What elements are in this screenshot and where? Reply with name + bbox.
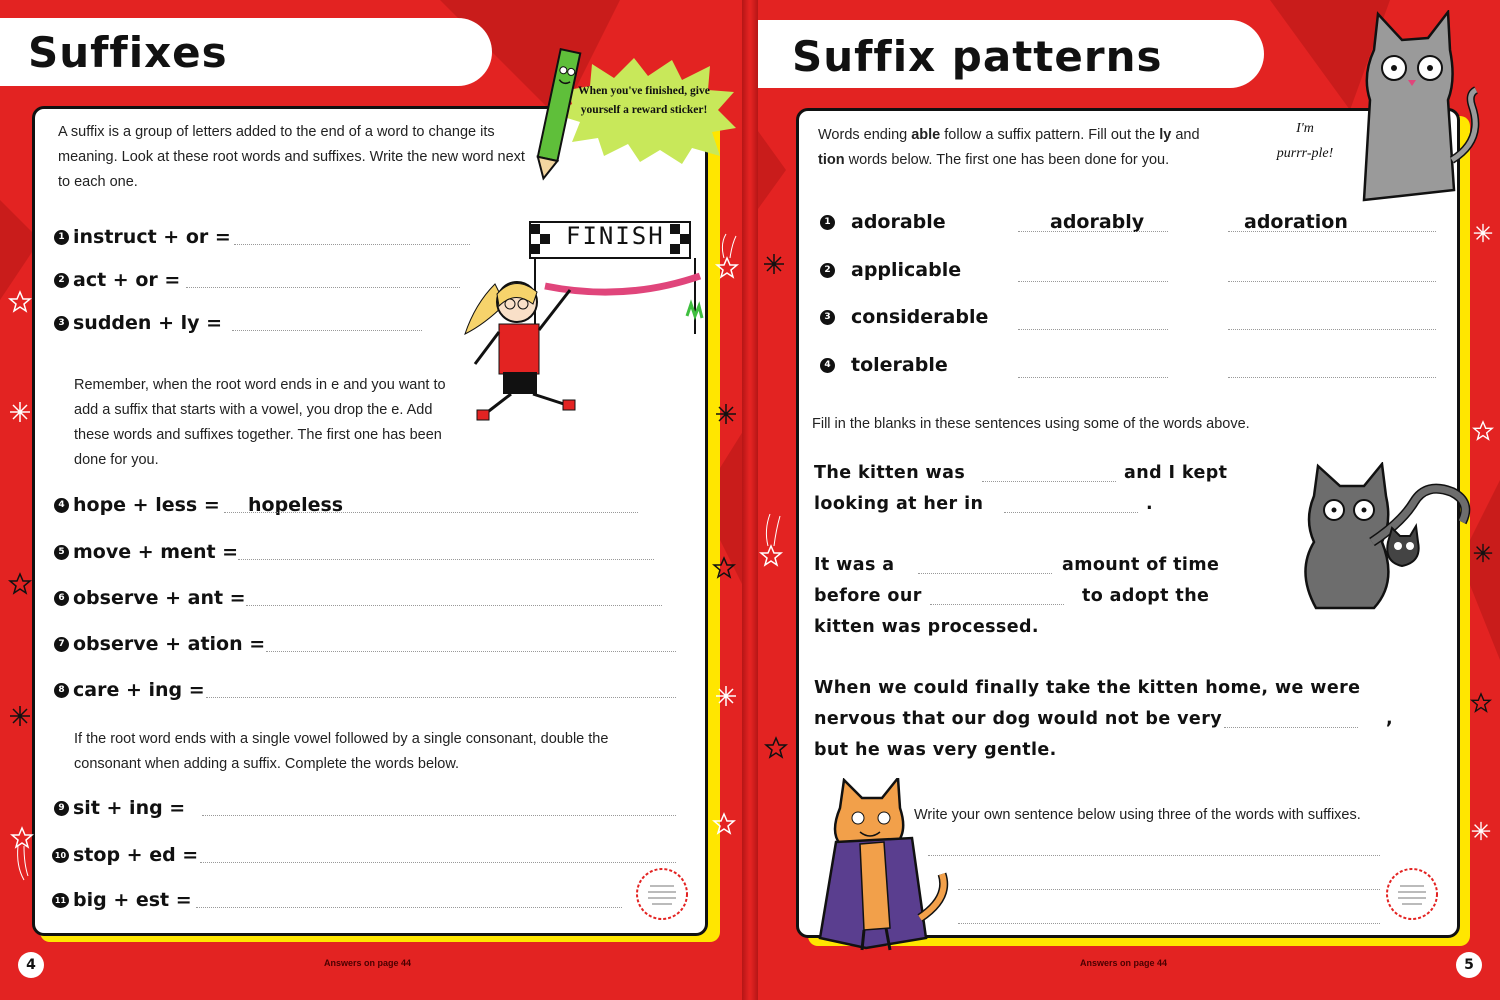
answer-line-7[interactable] — [266, 650, 676, 652]
own-sentence-line-2[interactable] — [958, 888, 1380, 890]
sparkle-doodle-icon — [8, 400, 32, 424]
sentence-1-part-a: The kitten was — [814, 463, 966, 483]
sentence-2-part-c: before our — [814, 586, 922, 606]
sentence-1-part-c: looking at her in — [814, 494, 984, 514]
cat-with-kitten-illustration — [1302, 462, 1474, 612]
answer-line-5[interactable] — [238, 558, 654, 560]
sentence-2-part-a: It was a — [814, 555, 895, 575]
shooting-star-doodle-icon — [10, 826, 34, 882]
answer-line-11[interactable] — [196, 906, 622, 908]
right-intro: Words ending able follow a suffix pattern. Fill out the ly and tion words below. The first one has been done for you. — [818, 127, 1200, 168]
sparkle-doodle-icon — [1470, 820, 1492, 842]
right-page-number: 5 — [1456, 952, 1482, 978]
shooting-star-doodle-icon — [714, 232, 740, 282]
right-page — [750, 0, 1500, 1000]
sentence-3-line-2: nervous that our dog would not be very — [814, 709, 1223, 729]
question-8: 8 care + ing = — [54, 679, 205, 701]
own-sentence-line-1[interactable] — [928, 854, 1380, 856]
ly-line-4[interactable] — [1018, 376, 1168, 378]
remember-rule: Remember, when the root word ends in e and you want to add a suffix that starts with a vowel, you drop the e. Add these words and suffixes together. The first one has been done for you. — [74, 377, 446, 468]
answer-line-10[interactable] — [200, 861, 676, 863]
own-sentence-line-3[interactable] — [958, 922, 1380, 924]
sparkle-doodle-icon — [762, 252, 786, 276]
ly-line-3[interactable] — [1018, 328, 1168, 330]
sentence-2-part-e: kitten was processed. — [814, 617, 1039, 637]
shooting-star-doodle-icon — [758, 512, 784, 572]
question-5: 5 move + ment = — [54, 541, 238, 563]
answer-line-9[interactable] — [202, 814, 676, 816]
answer-line-8[interactable] — [206, 696, 676, 698]
tion-line-1[interactable] — [1228, 230, 1436, 232]
question-2: 2 act + or = — [54, 269, 180, 291]
sentence-1-blank-2[interactable] — [1004, 511, 1138, 513]
sentence-2-part-d: to adopt the — [1082, 586, 1210, 606]
left-page-number: 4 — [18, 952, 44, 978]
word-4: 4 tolerable — [820, 354, 948, 376]
word-1-ly-answer: adorably — [1050, 211, 1145, 233]
left-answers-note: Answers on page 44 — [324, 958, 412, 968]
ly-line-1[interactable] — [1018, 230, 1168, 232]
tion-line-3[interactable] — [1228, 328, 1436, 330]
own-sentence-instruction: Write your own sentence below using three of the words with suffixes. — [914, 807, 1361, 823]
cat-speech-line-2: purrr-ple! — [1276, 146, 1334, 161]
fill-instruction: Fill in the blanks in these sentences using some of the words above. — [812, 416, 1250, 432]
star-doodle-icon — [712, 556, 736, 580]
star-doodle-icon — [1472, 420, 1494, 442]
cat-speech-line-1: I'm — [1296, 121, 1314, 136]
sentence-2-part-b: amount of time — [1062, 555, 1220, 575]
reward-sticker-text: When you've finished, give yourself a reward sticker! — [578, 85, 710, 116]
word-2: 2 applicable — [820, 259, 961, 281]
sentence-2-blank-1[interactable] — [918, 572, 1052, 574]
sparkle-doodle-icon — [714, 402, 738, 426]
question-9: 9 sit + ing = — [54, 797, 185, 819]
sentence-1-part-b: and I kept — [1124, 463, 1228, 483]
sparkle-doodle-icon — [1472, 542, 1494, 564]
sticker-placeholder-stamp-icon — [1384, 866, 1440, 922]
left-page-title: Suffixes — [28, 28, 228, 77]
right-page-title: Suffix patterns — [792, 32, 1163, 81]
question-4: 4 hope + less = — [54, 494, 220, 516]
word-1: 1 adorable — [820, 211, 946, 233]
question-7: 7 observe + ation = — [54, 633, 265, 655]
sentence-3-line-3: but he was very gentle. — [814, 740, 1057, 760]
sentence-1-blank-1[interactable] — [982, 480, 1116, 482]
sparkle-doodle-icon — [8, 704, 32, 728]
book-gutter — [742, 0, 758, 1000]
tion-line-2[interactable] — [1228, 280, 1436, 282]
sentence-3-comma: , — [1386, 709, 1394, 729]
sentence-3-line-1: When we could finally take the kitten home, we were — [814, 678, 1361, 698]
star-doodle-icon — [1470, 692, 1492, 714]
answer-line-1[interactable] — [234, 243, 470, 245]
question-3: 3 sudden + ly = — [54, 312, 222, 334]
question-10: 10 stop + ed = — [52, 844, 198, 866]
star-doodle-icon — [8, 290, 32, 314]
star-doodle-icon — [712, 812, 736, 836]
sparkle-doodle-icon — [714, 684, 738, 708]
star-doodle-icon — [8, 572, 32, 596]
right-answers-note: Answers on page 44 — [1080, 958, 1168, 968]
ly-line-2[interactable] — [1018, 280, 1168, 282]
tion-line-4[interactable] — [1228, 376, 1436, 378]
answer-line-6[interactable] — [246, 604, 662, 606]
sentence-3-blank[interactable] — [1224, 726, 1358, 728]
finish-banner-label: FINISH — [566, 222, 665, 250]
question-6: 6 observe + ant = — [54, 587, 246, 609]
sparkle-doodle-icon — [1472, 222, 1494, 244]
sentence-1-period: . — [1146, 494, 1154, 514]
word-3: 3 considerable — [820, 306, 988, 328]
left-intro: A suffix is a group of letters added to the end of a word to change its meaning. Look at these root words and suffixes. Write the new word next to each one. — [58, 124, 525, 190]
pencil-character-icon — [528, 40, 588, 182]
answer-line-2[interactable] — [186, 286, 460, 288]
answer-line-3[interactable] — [232, 329, 422, 331]
double-consonant-rule: If the root word ends with a single vowel followed by a single consonant, double the consonant when adding a suffix. Complete the words below. — [74, 731, 609, 772]
grey-cat-illustration — [1344, 10, 1484, 210]
question-11: 11 big + est = — [52, 889, 192, 911]
sticker-placeholder-stamp-icon — [634, 866, 690, 922]
answer-4-example: hopeless — [248, 494, 344, 516]
answer-line-4[interactable] — [224, 511, 638, 513]
word-1-tion-answer: adoration — [1244, 211, 1348, 233]
question-1: 1 instruct + or = — [54, 226, 231, 248]
star-doodle-icon — [764, 736, 788, 760]
sentence-2-blank-2[interactable] — [930, 603, 1064, 605]
